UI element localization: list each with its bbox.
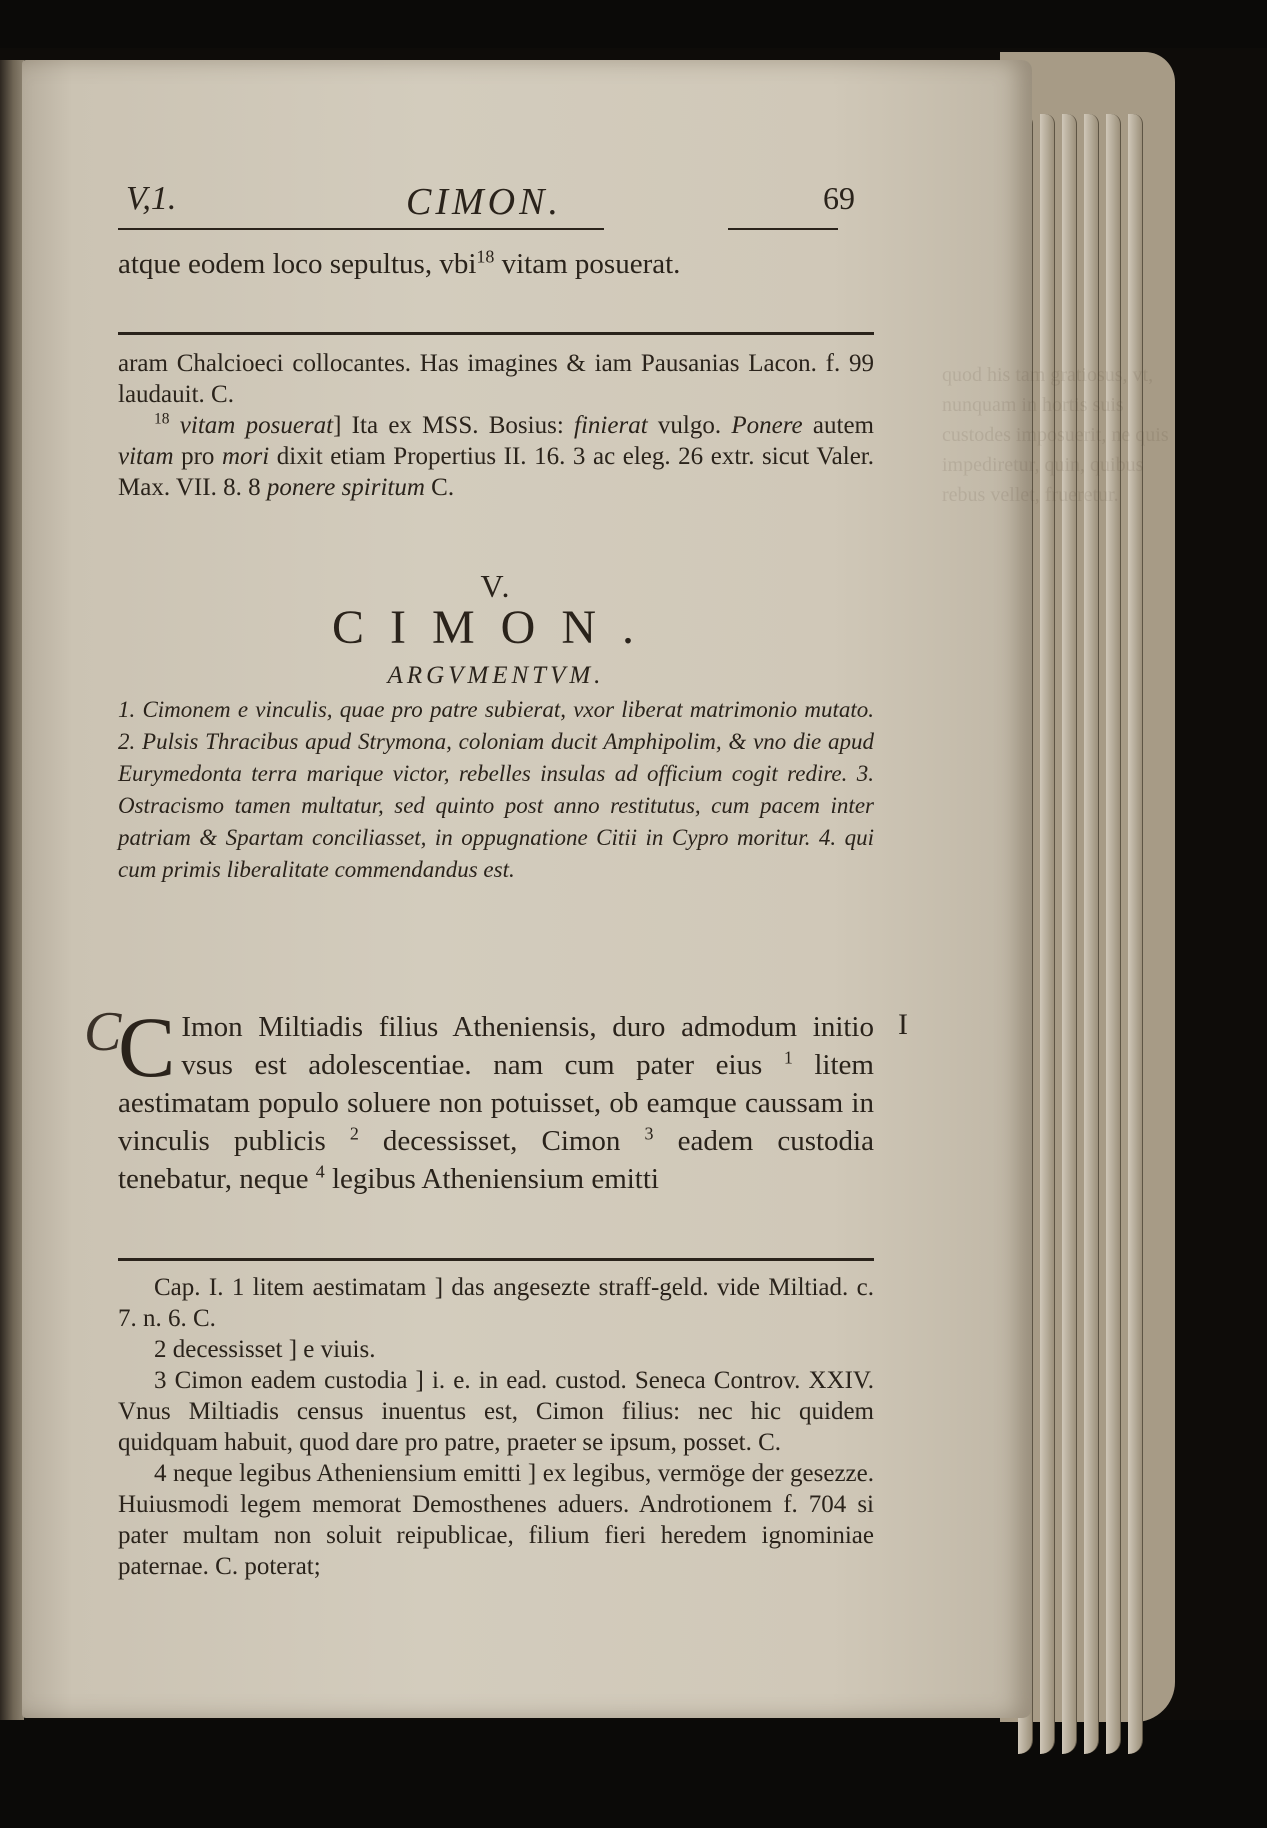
- book-page: [22, 60, 1169, 1718]
- body-text: legibus Atheniensium emitti: [324, 1163, 659, 1195]
- margin-chapter-number: I: [898, 1008, 908, 1041]
- main-text: [118, 999, 874, 1198]
- note-text: pro: [173, 443, 222, 470]
- argument-summary: 1. Cimonem e vinculis, quae pro patre subierat, vxor liberat matrimonio mutato. 2. Pulsis Thracibus apud Strymona, coloniam ducit Amphipolim, & vno die apud Eurymedonta terra marique victor, rebelles insulas ad officium cogit redire. 3. Ostracismo tamen multatur, sed quinto post anno restitutus, cum pacem inter patriam & Spartam conciliasset, in oppugnatione Citii in Cypro moritur. 4. qui cum primis liberalitate commendandus est.: [118, 697, 874, 882]
- head-rule: [728, 228, 838, 230]
- section-marker: V,1.: [126, 180, 177, 217]
- previous-text: vitam posuerat.: [494, 248, 681, 280]
- note-italic: vitam: [118, 443, 174, 470]
- handwritten-c-annotation: C: [84, 1001, 122, 1063]
- note-italic: finierat: [574, 412, 648, 439]
- running-title: CIMON.: [406, 181, 562, 223]
- note-text: dixit etiam Propertius II. 16. 3 ac eleg. 26 extr. sicut Valer. Max. VII. 8. 8: [118, 443, 874, 501]
- footnote-ref: 2: [349, 1123, 359, 1144]
- note-text: autem: [802, 412, 874, 439]
- running-head: [118, 180, 874, 223]
- footnote-ref: 1: [783, 1047, 793, 1068]
- note-italic: ponere spiritum: [266, 474, 425, 501]
- top-notes: [118, 348, 874, 503]
- body-text: litem aestimatam populo soluere non potuisset, ob eamque caussam in vinculis publicis: [118, 1049, 874, 1157]
- footnote: 4 neque legibus Atheniensium emitti ] ex legibus, vermöge der gesezze. Huiusmodi legem memorat Demosthenes aduers. Androtionem f. 704 si pater multam non soluit reipublicae, filium fieri heredem ignominiae paternae. C. poterat;: [118, 1460, 874, 1580]
- footnote-ref: 4: [315, 1161, 325, 1182]
- note-text: vulgo.: [647, 412, 732, 439]
- note: aram Chalcioeci collocantes. Has imagines & iam Pausanias Lacon. f. 99 laudauit. C.: [118, 350, 874, 408]
- scan-background-top: [0, 0, 1267, 48]
- argument-heading: ARGVMENTVM.: [387, 662, 605, 689]
- footnote-ref: 3: [644, 1123, 654, 1144]
- text-column: [84, 180, 908, 1580]
- note-italic: mori: [222, 443, 270, 470]
- footnote: Cap. I. 1 litem aestimatam ] das angesezte straff-geld. vide Miltiad. c. 7. n. 6. C.: [118, 1274, 874, 1332]
- body-text: Imon Miltiadis filius Atheniensis, duro admodum initio vsus est adolescentiae. nam cum pater eius: [181, 1011, 874, 1081]
- note-italic: Ponere: [731, 412, 803, 439]
- previous-chapter-text: [118, 246, 874, 283]
- note-text: ] Ita ex MSS. Bosius:: [333, 412, 575, 439]
- note: [118, 410, 874, 503]
- footnotes: [118, 1272, 874, 1582]
- chapter-number: V.: [480, 568, 512, 604]
- note-separator-rule: [118, 1258, 874, 1261]
- facing-page-edge: [0, 60, 24, 1720]
- note-separator-rule: [118, 332, 874, 335]
- chapter-title: CIMON.: [331, 601, 660, 654]
- footnote: 2 decessisset ] e viuis.: [154, 1336, 376, 1363]
- body-text: decessisset, Cimon: [358, 1125, 645, 1157]
- note-lemma: vitam posuerat: [179, 412, 334, 439]
- head-rule: [118, 228, 604, 230]
- body-text: eadem custodia tenebatur, neque: [118, 1125, 874, 1195]
- page-number: 69: [823, 180, 855, 216]
- note-number: 18: [154, 410, 170, 428]
- footnote-ref: 18: [476, 246, 495, 267]
- bleed-through-text: quod his tam gratiosus, vt, nunquam in hortis suis custodes imposuerit, ne quis impediretur, quin, quibus rebus vellet, frueretur.: [942, 364, 1169, 506]
- previous-text: atque eodem loco sepultus, vbi: [118, 248, 477, 280]
- drop-cap: C: [118, 999, 176, 1095]
- note-text: C.: [424, 474, 455, 501]
- footnote: 3 Cimon eadem custodia ] i. e. in ead. custod. Seneca Controv. XXIV. Vnus Miltiadis census inuentus est, Cimon filius: nec hic quidem quidquam habuit, quod dare pro patre, praeter se ipsum, posset. C.: [118, 1367, 874, 1456]
